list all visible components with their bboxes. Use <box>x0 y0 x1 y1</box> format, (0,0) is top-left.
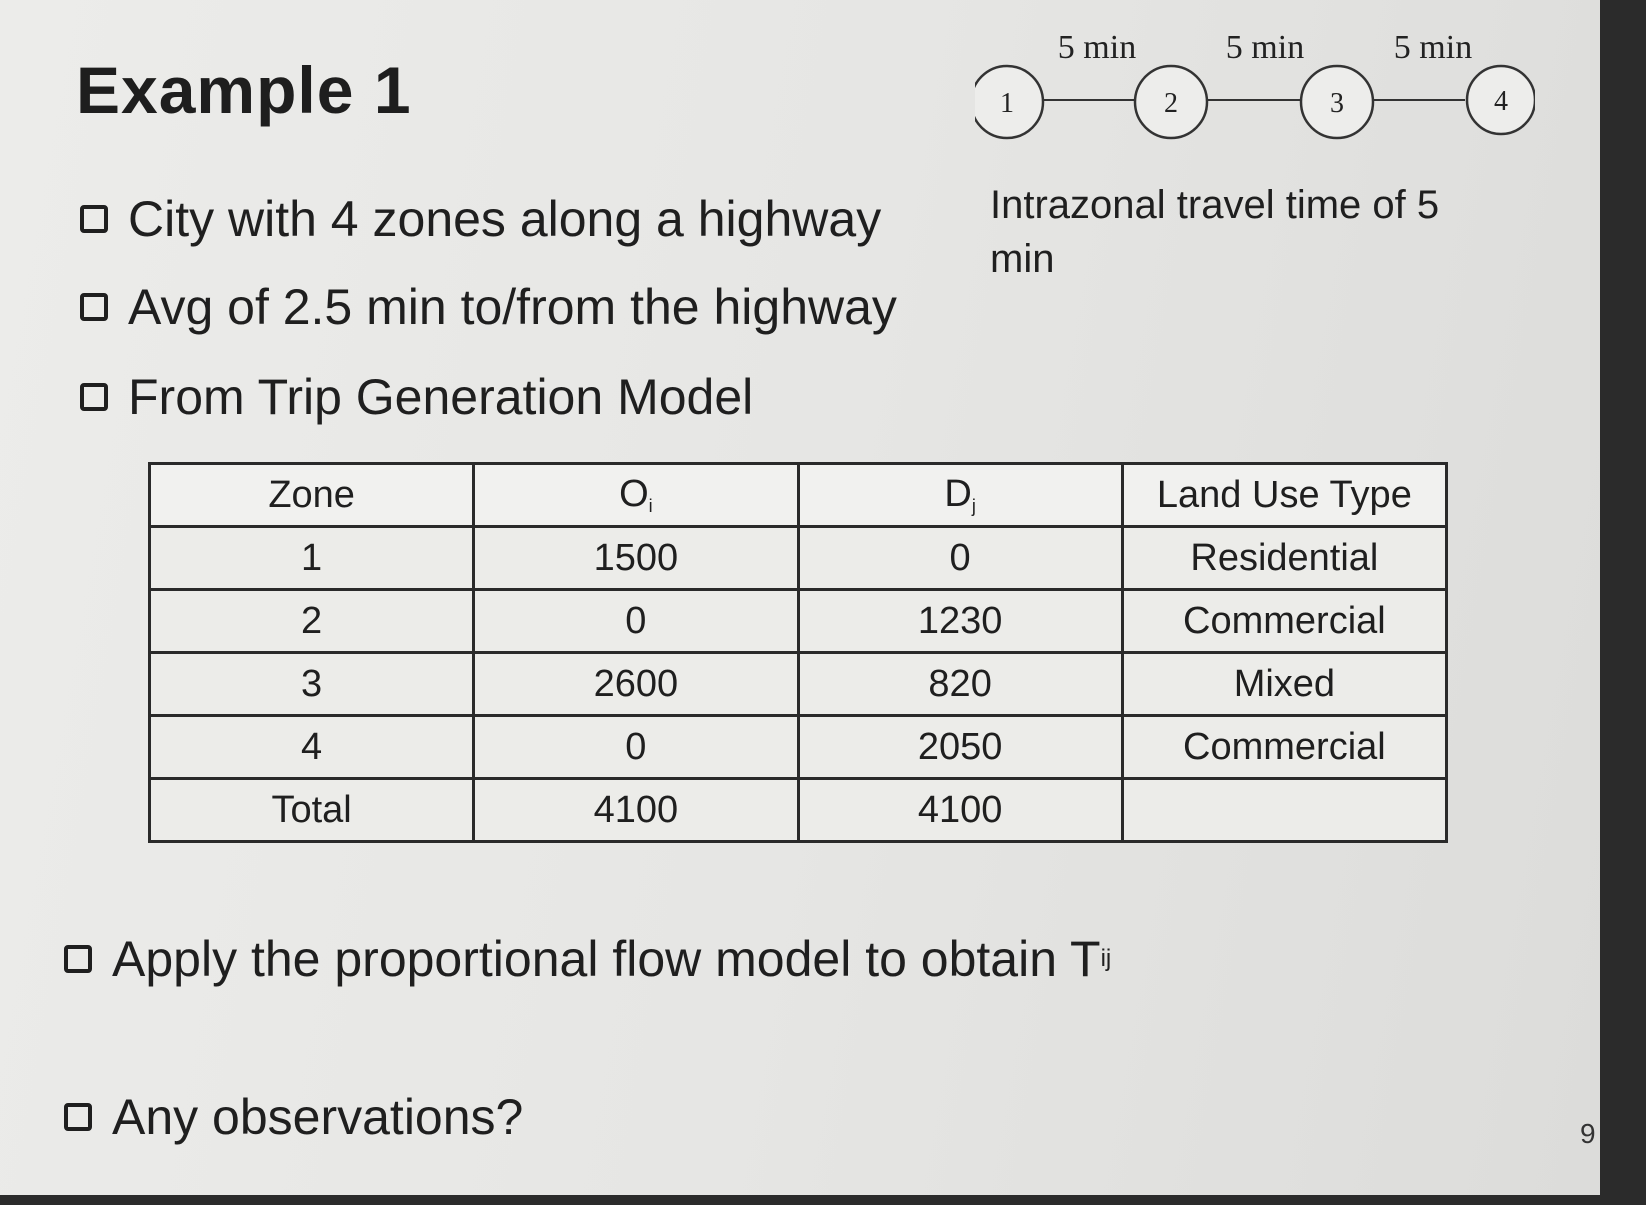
table-row <box>150 716 1447 779</box>
checkbox-bullet-icon <box>80 293 108 321</box>
page-number: 9 <box>1580 1118 1596 1149</box>
bullet-subscript: ij <box>1100 945 1112 972</box>
checkbox-bullet-icon <box>64 1103 92 1131</box>
table-total-row <box>150 779 1447 842</box>
bullet-trip-generation <box>80 368 753 426</box>
zone-node-4-label: 4 <box>1494 86 1508 117</box>
cell-zone: 1 <box>150 527 474 590</box>
header-origins-base: O <box>619 473 649 515</box>
cell-land-use <box>1122 779 1446 842</box>
cell-land-use: Commercial <box>1122 590 1446 653</box>
cell-land-use: Residential <box>1122 527 1446 590</box>
header-destinations-base: D <box>944 473 972 515</box>
cell-origins: 4100 <box>474 779 798 842</box>
zone-node-2-label: 2 <box>1164 88 1178 119</box>
cell-zone: 2 <box>150 590 474 653</box>
bullet-zones <box>80 190 881 248</box>
header-origins-sub: i <box>648 496 653 516</box>
cell-destinations: 0 <box>798 527 1122 590</box>
cell-origins: 0 <box>474 590 798 653</box>
zone-network-diagram <box>975 30 1535 165</box>
bullet-text: Avg of 2.5 min to/from the highway <box>128 279 897 335</box>
header-destinations-sub: j <box>971 496 976 516</box>
table-row <box>150 527 1447 590</box>
header-land-use: Land Use Type <box>1122 464 1446 527</box>
cell-origins: 1500 <box>474 527 798 590</box>
link-2-3-time: 5 min <box>1225 30 1305 66</box>
link-3-4-time: 5 min <box>1393 30 1473 66</box>
cell-zone: 3 <box>150 653 474 716</box>
bullet-text: From Trip Generation Model <box>128 369 754 425</box>
checkbox-bullet-icon <box>80 383 108 411</box>
bullet-observations <box>64 1088 523 1146</box>
header-zone: Zone <box>150 464 474 527</box>
cell-destinations: 4100 <box>798 779 1122 842</box>
table-header-row <box>150 464 1447 527</box>
header-origins <box>474 464 798 527</box>
table-row <box>150 653 1447 716</box>
header-destinations <box>798 464 1122 527</box>
cell-origins: 2600 <box>474 653 798 716</box>
checkbox-bullet-icon <box>64 945 92 973</box>
bullet-apply-model <box>64 930 1111 988</box>
link-1-2-time: 5 min <box>1057 30 1137 66</box>
cell-land-use: Commercial <box>1122 716 1446 779</box>
bullet-text: City with 4 zones along a highway <box>128 191 882 247</box>
trip-generation-table <box>148 462 1448 843</box>
zone-node-1-label: 1 <box>1000 88 1014 119</box>
checkbox-bullet-icon <box>80 205 108 233</box>
bullet-text: Any observations? <box>112 1089 524 1145</box>
cell-destinations: 2050 <box>798 716 1122 779</box>
intrazonal-note: Intrazonal travel time of 5 min <box>990 183 1440 281</box>
cell-zone: Total <box>150 779 474 842</box>
bullet-avg-time <box>80 278 897 336</box>
cell-origins: 0 <box>474 716 798 779</box>
cell-zone: 4 <box>150 716 474 779</box>
cell-destinations: 1230 <box>798 590 1122 653</box>
cell-land-use: Mixed <box>1122 653 1446 716</box>
table-row <box>150 590 1447 653</box>
slide-title: Example 1 <box>76 53 412 127</box>
zone-node-3-label: 3 <box>1330 88 1344 119</box>
bullet-text: Apply the proportional flow model to obtain T <box>112 931 1101 987</box>
cell-destinations: 820 <box>798 653 1122 716</box>
